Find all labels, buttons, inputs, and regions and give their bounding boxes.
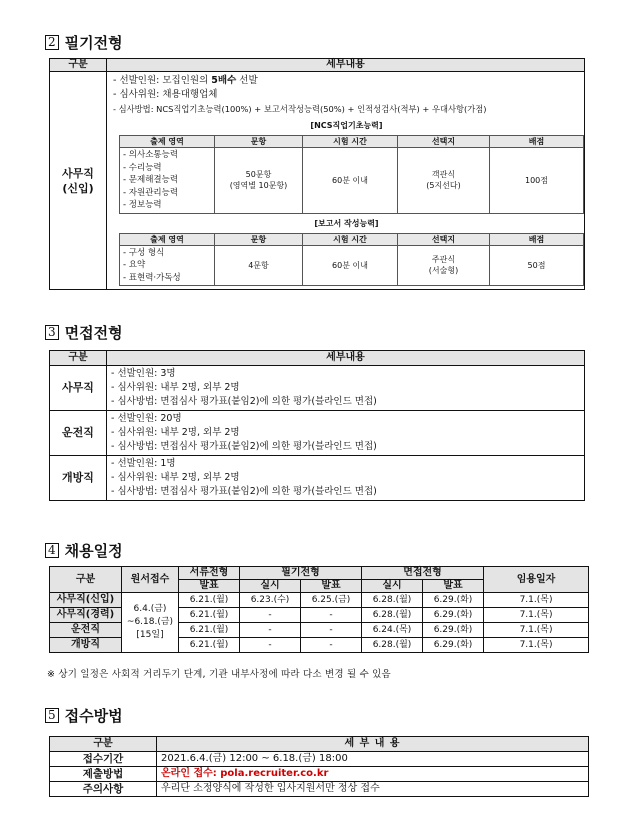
report-header: 선택지 <box>398 233 490 245</box>
header-doc-announce: 발표 <box>179 580 240 593</box>
ncs-header: 출제 영역 <box>120 136 215 148</box>
date-cell: 6.24.(목) <box>362 623 423 638</box>
date-cell: 7.1.(목) <box>484 608 589 623</box>
interview-detail: - 선발인원: 3명 - 심사위원: 내부 2명, 외부 2명 - 심사방법: 면접심사 평가표(붙임2)에 의한 평가(블라인드 면접) <box>107 366 585 411</box>
ncs-items: 50문항 (영역별 10문항) <box>215 148 303 214</box>
header-written: 필기전형 <box>240 567 362 580</box>
header-category: 구분 <box>50 567 122 593</box>
ncs-score: 100점 <box>490 148 584 214</box>
header-detail: 세부내용 <box>107 59 585 72</box>
date-cell: 7.1.(목) <box>484 623 589 638</box>
ncs-header: 시험 시간 <box>303 136 398 148</box>
section-submission <box>45 705 123 726</box>
schedule-row-label: 사무직(신입) <box>50 593 122 608</box>
report-caption: [보고서 작성능력] <box>314 218 379 228</box>
section-number: 2 <box>45 35 59 50</box>
ncs-header: 선택지 <box>398 136 490 148</box>
category-cell: 운전직 <box>50 411 107 456</box>
ncs-areas: - 의사소통능력 - 수리능력 - 문제해결능력 - 자원관리능력 - 정보능력 <box>120 148 215 214</box>
section-schedule <box>45 540 123 561</box>
section-title <box>45 540 123 561</box>
ncs-header: 문항 <box>215 136 303 148</box>
header-interview-announce: 발표 <box>423 580 484 593</box>
section-written-exam <box>45 32 123 53</box>
bullet-line: - 선발인원: 모집인원의 5배수 선발 <box>113 75 258 86</box>
date-cell: 6.29.(화) <box>423 608 484 623</box>
report-header: 배점 <box>490 233 584 245</box>
schedule-note: ※ 상기 일정은 사회적 거리두기 단계, 기관 내부사정에 따라 다소 변경 될 수 있음 <box>47 669 391 680</box>
section-heading: 필기전형 <box>64 34 123 52</box>
report-areas: - 구성 형식 - 요약 - 표현력·가독성 <box>120 245 215 286</box>
date-cell: 6.29.(화) <box>423 593 484 608</box>
report-time: 60분 이내 <box>303 245 398 286</box>
submission-caution: 우리단 소정양식에 작성한 입사지원서만 정상 접수 <box>157 782 589 797</box>
header-hire: 임용일자 <box>484 567 589 593</box>
category-cell <box>50 72 107 290</box>
header-detail: 세부내용 <box>107 351 585 366</box>
submission-label: 접수기간 <box>50 752 157 767</box>
date-cell: 6.29.(화) <box>423 623 484 638</box>
date-cell: 6.21.(월) <box>179 638 240 653</box>
date-cell: 6.28.(월) <box>362 638 423 653</box>
header-category: 구분 <box>50 59 107 72</box>
ncs-time: 60분 이내 <box>303 148 398 214</box>
interview-table <box>49 350 585 501</box>
submission-table <box>49 736 589 797</box>
date-cell: 6.28.(월) <box>362 593 423 608</box>
date-cell: 6.21.(월) <box>179 593 240 608</box>
category-line: 사무직 <box>62 166 94 180</box>
online-apply-link[interactable]: 온라인 접수: pola.recruiter.co.kr <box>161 768 329 779</box>
header-apply: 원서접수 <box>122 567 179 593</box>
header-detail: 세 부 내 용 <box>157 737 589 752</box>
header-category: 구분 <box>50 351 107 366</box>
report-header: 문항 <box>215 233 303 245</box>
report-score: 50점 <box>490 245 584 286</box>
date-cell: - <box>301 608 362 623</box>
date-cell: 6.25.(금) <box>301 593 362 608</box>
section-heading: 채용일정 <box>64 542 123 560</box>
header-interview: 면접전형 <box>362 567 484 580</box>
written-exam-table <box>49 58 585 290</box>
ncs-table <box>119 135 584 214</box>
section-number: 5 <box>45 708 59 723</box>
date-cell: - <box>240 638 301 653</box>
header-written-conduct: 실시 <box>240 580 301 593</box>
date-cell: 7.1.(목) <box>484 638 589 653</box>
section-title <box>45 705 123 726</box>
section-number: 4 <box>45 543 59 558</box>
bullet-line: - 심사방법: NCS직업기초능력(100%) + 보고서작성능력(50%) + 인적성검사(적부) + 우대사항(가점) <box>113 104 487 114</box>
date-cell: 6.21.(월) <box>179 623 240 638</box>
date-cell: 6.21.(월) <box>179 608 240 623</box>
submission-label: 주의사항 <box>50 782 157 797</box>
apply-period: 6.4.(금) ~6.18.(금) [15일] <box>122 593 179 653</box>
category-cell: 개방직 <box>50 456 107 501</box>
header-written-announce: 발표 <box>301 580 362 593</box>
ncs-choice: 객관식 (5지선다) <box>398 148 490 214</box>
report-items: 4문항 <box>215 245 303 286</box>
section-heading: 면접전형 <box>64 324 123 342</box>
section-title <box>45 32 123 53</box>
date-cell: - <box>240 623 301 638</box>
date-cell: - <box>301 623 362 638</box>
schedule-table <box>49 566 589 653</box>
header-doc: 서류전형 <box>179 567 240 580</box>
category-line: (신입) <box>62 181 94 195</box>
bullet-line: - 심사위원: 채용대행업체 <box>113 89 218 100</box>
ncs-header: 배점 <box>490 136 584 148</box>
ncs-caption: [NCS직업기초능력] <box>310 121 383 130</box>
submission-method <box>157 767 589 782</box>
date-cell: 7.1.(목) <box>484 593 589 608</box>
date-cell: - <box>240 608 301 623</box>
section-title <box>45 322 123 343</box>
date-cell: 6.23.(수) <box>240 593 301 608</box>
report-header: 시험 시간 <box>303 233 398 245</box>
submission-label: 제출방법 <box>50 767 157 782</box>
section-heading: 접수방법 <box>64 707 123 725</box>
header-category: 구분 <box>50 737 157 752</box>
schedule-row-label: 사무직(경력) <box>50 608 122 623</box>
header-interview-conduct: 실시 <box>362 580 423 593</box>
submission-period: 2021.6.4.(금) 12:00 ~ 6.18.(금) 18:00 <box>157 752 589 767</box>
schedule-row-label: 운전직 <box>50 623 122 638</box>
date-cell: - <box>301 638 362 653</box>
date-cell: 6.29.(화) <box>423 638 484 653</box>
report-choice: 주관식 (서술형) <box>398 245 490 286</box>
report-table <box>119 233 584 287</box>
date-cell: 6.28.(월) <box>362 608 423 623</box>
interview-detail: - 선발인원: 20명 - 심사위원: 내부 2명, 외부 2명 - 심사방법: 면접심사 평가표(붙임2)에 의한 평가(블라인드 면접) <box>107 411 585 456</box>
interview-detail: - 선발인원: 1명 - 심사위원: 내부 2명, 외부 2명 - 심사방법: 면접심사 평가표(붙임2)에 의한 평가(블라인드 면접) <box>107 456 585 501</box>
schedule-row-label: 개방직 <box>50 638 122 653</box>
category-cell: 사무직 <box>50 366 107 411</box>
report-header: 출제 영역 <box>120 233 215 245</box>
section-number: 3 <box>45 325 59 340</box>
section-interview <box>45 322 123 343</box>
